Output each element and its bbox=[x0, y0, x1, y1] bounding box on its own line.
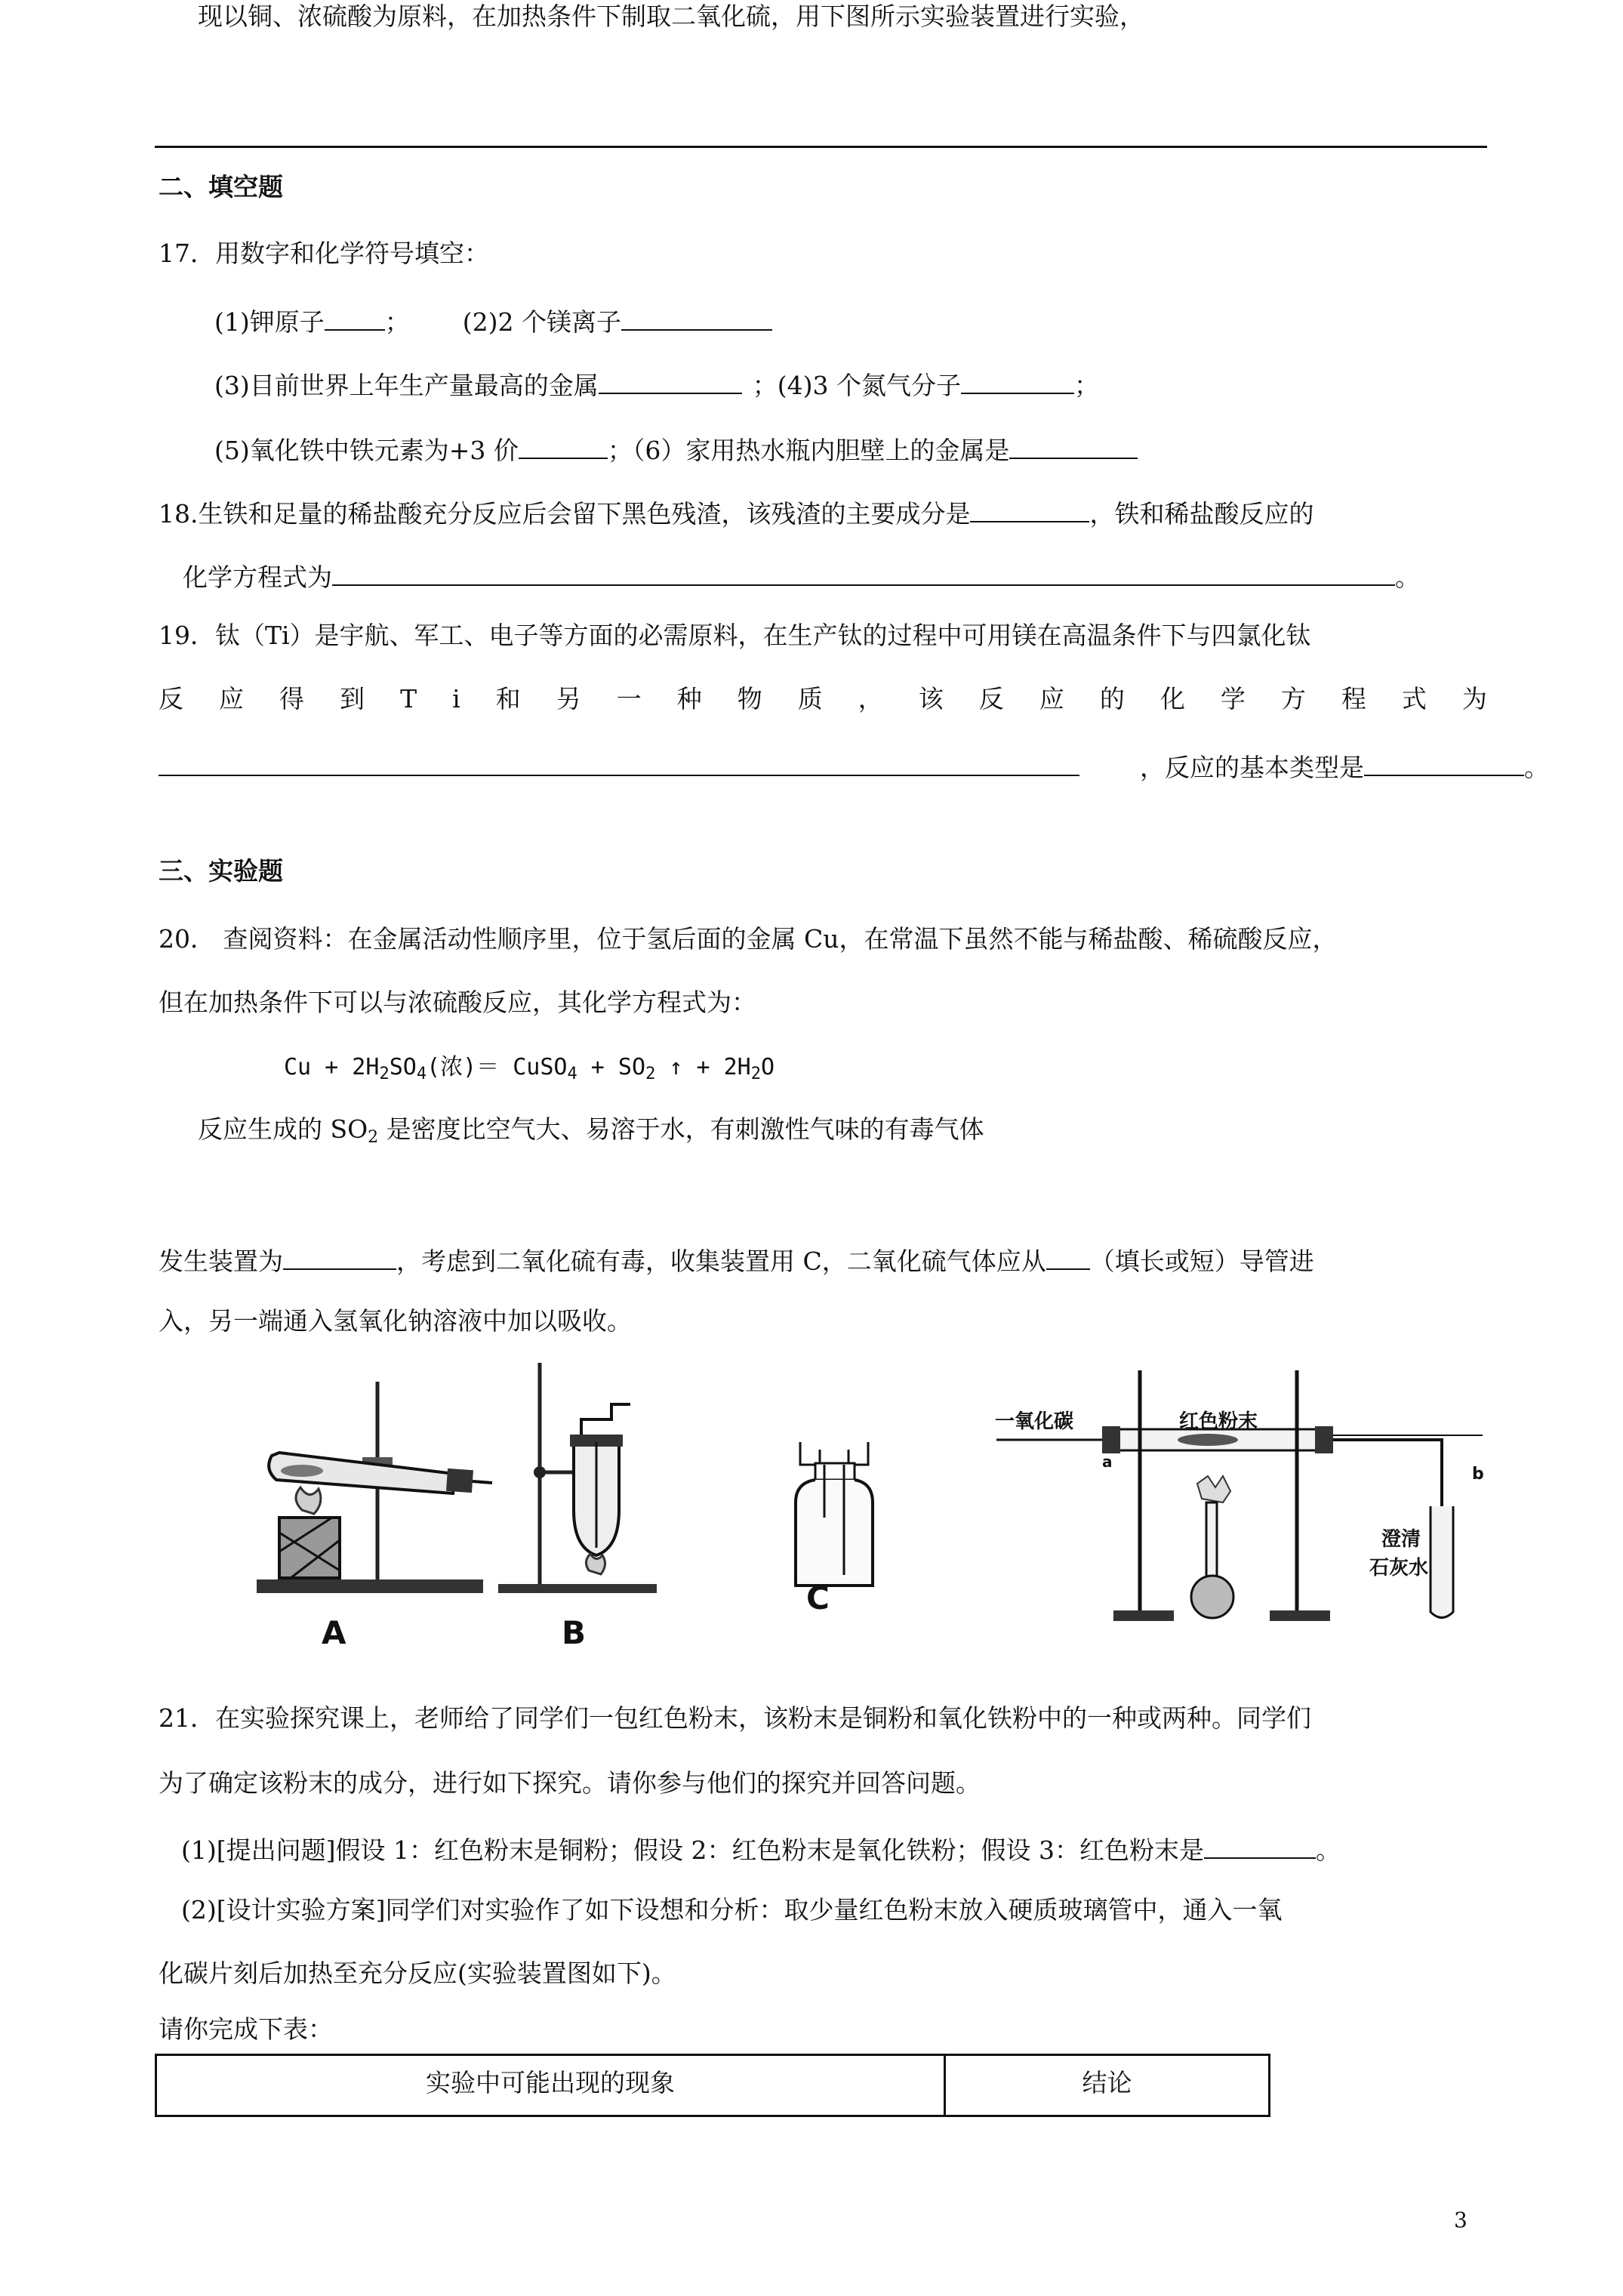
q21-text3-end: 。 bbox=[1315, 1835, 1341, 1865]
q20-text6a: 发生装置为 bbox=[159, 1247, 283, 1276]
q17-part5: (5)氧化铁中铁元素为+3 价 bbox=[214, 436, 519, 465]
table-header-conclusion: 结论 bbox=[1082, 2068, 1132, 2097]
q17-part1-end: ； bbox=[384, 307, 410, 337]
question-21-line5: 化碳片刻后加热至充分反应(实验装置图如下)。 bbox=[159, 1959, 676, 1988]
q18-text2-end: 。 bbox=[1395, 562, 1420, 592]
question-19-line3 bbox=[159, 747, 1549, 784]
q19-char: 反 bbox=[159, 684, 183, 713]
q18-text2: 化学方程式为 bbox=[183, 562, 332, 592]
question-17-stem: 17．用数字和化学符号填空： bbox=[159, 239, 489, 268]
limewater-label-2: 石灰水 bbox=[1369, 1557, 1429, 1579]
figure-label-a: A bbox=[322, 1614, 346, 1651]
q19-char: 方 bbox=[1280, 684, 1306, 713]
eq-subscript: 2 bbox=[379, 1065, 390, 1083]
q20-text4b: 是密度比空气大、易溶于水，有刺激性气味的有毒气体 bbox=[378, 1114, 984, 1144]
q19-char: 质 bbox=[797, 684, 823, 713]
red-powder-label: 红色粉末 bbox=[1179, 1410, 1258, 1433]
point-b-label: b bbox=[1472, 1465, 1484, 1484]
question-17-row2 bbox=[214, 365, 1099, 402]
eq-subscript: 2 bbox=[750, 1065, 761, 1083]
q18-blank2 bbox=[332, 557, 1395, 586]
q19-char: i bbox=[452, 684, 460, 713]
limewater-label-1: 澄清 bbox=[1381, 1528, 1421, 1551]
q19-char: ， bbox=[858, 684, 883, 713]
q19-char: 学 bbox=[1220, 684, 1246, 713]
q18-text1-end: ，铁和稀盐酸反应的 bbox=[1089, 499, 1314, 529]
q17-part1: (1)钾原子 bbox=[214, 307, 325, 337]
q19-char: 物 bbox=[737, 684, 762, 713]
q20-text6b: ，考虑到二氧化硫有毒，收集装置用 C，二氧化硫气体应从 bbox=[396, 1247, 1046, 1276]
eq-subscript: 4 bbox=[567, 1065, 577, 1083]
results-table bbox=[155, 2054, 1270, 2117]
question-21-line2: 为了确定该粉末的成分，进行如下探究。请你参与他们的探究并回答问题。 bbox=[159, 1768, 981, 1798]
question-17-row3 bbox=[214, 430, 1138, 467]
q19-char: 和 bbox=[495, 684, 521, 713]
q17-blank5 bbox=[519, 430, 608, 459]
q17-part6: （6）家用热水瓶内胆壁上的金属是 bbox=[632, 436, 1010, 465]
question-17-row1 bbox=[214, 302, 772, 339]
q19-char: 式 bbox=[1401, 684, 1427, 713]
q20-text4: 反应生成的 SO bbox=[198, 1114, 368, 1144]
q17-blank3 bbox=[599, 365, 742, 394]
question-20-line6 bbox=[159, 1241, 1314, 1278]
q21-text3: (1)[提出问题]假设 1：红色粉末是铜粉；假设 2：红色粉末是氧化铁粉；假设 3：红色粉末是 bbox=[181, 1835, 1204, 1865]
q19-char: 一 bbox=[616, 684, 642, 713]
eq-subscript: 2 bbox=[645, 1065, 656, 1083]
eq-part: Cu + 2H bbox=[284, 1054, 380, 1080]
q17-blank1 bbox=[325, 302, 385, 331]
q19-blank1 bbox=[159, 747, 1079, 776]
q19-char: 的 bbox=[1099, 684, 1125, 713]
q19-char: 应 bbox=[1039, 684, 1064, 713]
q19-char: 另 bbox=[556, 684, 581, 713]
chemical-equation bbox=[284, 1051, 775, 1091]
q20-blank1 bbox=[283, 1241, 396, 1270]
q19-char: 到 bbox=[340, 684, 365, 713]
question-20-line7: 入，另一端通入氢氧化钠溶液中加以吸收。 bbox=[159, 1306, 632, 1336]
q19-char: 化 bbox=[1160, 684, 1185, 713]
q20-blank2 bbox=[1046, 1241, 1090, 1270]
question-20-line1: 20． 查阅资料：在金属活动性顺序里，位于氢后面的金属 Cu，在常温下虽然不能与稀盐酸、稀硫酸反应， bbox=[159, 924, 1338, 954]
q17-part4-end: ； bbox=[1073, 371, 1099, 400]
question-21-line4: (2)[设计实验方案]同学们对实验作了如下设想和分析：取少量红色粉末放入硬质玻璃管中，通入一氧 bbox=[181, 1895, 1283, 1925]
eq-subscript: 4 bbox=[416, 1065, 427, 1083]
eq-part: SO bbox=[389, 1054, 417, 1080]
question-18-line2 bbox=[183, 557, 1420, 594]
point-a-label: a bbox=[1102, 1453, 1113, 1471]
question-20-line5: 现以铜、浓硫酸为原料，在加热条件下制取二氧化硫，用下图所示实验装置进行实验， bbox=[198, 2, 1144, 31]
q17-part3: (3)目前世界上年生产量最高的金属 bbox=[214, 371, 599, 400]
question-19-line2 bbox=[159, 683, 1487, 716]
q19-char: T bbox=[400, 684, 417, 713]
eq-part: + SO bbox=[577, 1054, 646, 1080]
q19-char: 应 bbox=[219, 684, 245, 713]
figure-label-c: C bbox=[806, 1579, 830, 1616]
co-label: 一氧化碳 bbox=[995, 1410, 1074, 1433]
q20-text6c: （填长或短）导管进 bbox=[1089, 1247, 1314, 1276]
q19-char: 种 bbox=[676, 684, 702, 713]
q18-blank1 bbox=[970, 494, 1089, 522]
q17-part2: (2)2 个镁离子 bbox=[462, 307, 621, 337]
q17-blank4 bbox=[961, 365, 1074, 394]
question-21-line1: 21．在实验探究课上，老师给了同学们一包红色粉末，该粉末是铜粉和氧化铁粉中的一种或两种。同学们 bbox=[159, 1703, 1311, 1733]
q19-char: 反 bbox=[978, 684, 1004, 713]
question-21-line3 bbox=[181, 1830, 1341, 1867]
apparatus-a-figure bbox=[249, 1359, 498, 1631]
eq-part: (浓)＝ CuSO bbox=[427, 1054, 568, 1080]
q17-blank6 bbox=[1009, 430, 1138, 459]
apparatus-b-figure bbox=[498, 1359, 664, 1631]
eq-part: O bbox=[761, 1054, 775, 1080]
q19-text3: ，反应的基本类型是 bbox=[1140, 753, 1364, 782]
figure-label-b: B bbox=[562, 1614, 587, 1651]
eq-part: ↑ + 2H bbox=[655, 1054, 751, 1080]
q20-subscript: 2 bbox=[368, 1128, 379, 1147]
question-21-line6: 请你完成下表： bbox=[159, 2014, 333, 2044]
table-header-phenomena: 实验中可能出现的现象 bbox=[157, 2056, 946, 2115]
q17-blank2 bbox=[621, 302, 772, 331]
q17-part3-end: ； bbox=[752, 371, 778, 400]
q19-char: 得 bbox=[279, 684, 305, 713]
q21-blank1 bbox=[1204, 1830, 1316, 1859]
q17-part5-end: ； bbox=[607, 436, 633, 465]
q19-char: 为 bbox=[1461, 684, 1487, 713]
q18-text1: 18.生铁和足量的稀盐酸充分反应后会留下黑色残渣，该残渣的主要成分是 bbox=[159, 499, 971, 529]
page-number: 3 bbox=[1454, 2208, 1467, 2233]
question-19-line1: 19．钛（Ti）是宇航、军工、电子等方面的必需原料，在生产钛的过程中可用镁在高温条件下与四氯化钛 bbox=[159, 621, 1311, 650]
question-20-line4 bbox=[198, 1113, 984, 1154]
section-heading-fill-in: 二、填空题 bbox=[159, 172, 283, 202]
question-18-line1 bbox=[159, 494, 1313, 531]
q19-text3-end: 。 bbox=[1524, 753, 1549, 782]
q19-char: 程 bbox=[1341, 684, 1366, 713]
header-rule bbox=[155, 146, 1487, 148]
q19-char: 该 bbox=[918, 684, 944, 713]
q19-blank2 bbox=[1364, 747, 1524, 776]
section-heading-experiment: 三、实验题 bbox=[159, 856, 283, 886]
q17-part4: (4)3 个氮气分子 bbox=[777, 371, 961, 400]
apparatus-c-figure bbox=[785, 1435, 883, 1608]
question-20-line2: 但在加热条件下可以与浓硫酸反应，其化学方程式为： bbox=[159, 988, 756, 1017]
